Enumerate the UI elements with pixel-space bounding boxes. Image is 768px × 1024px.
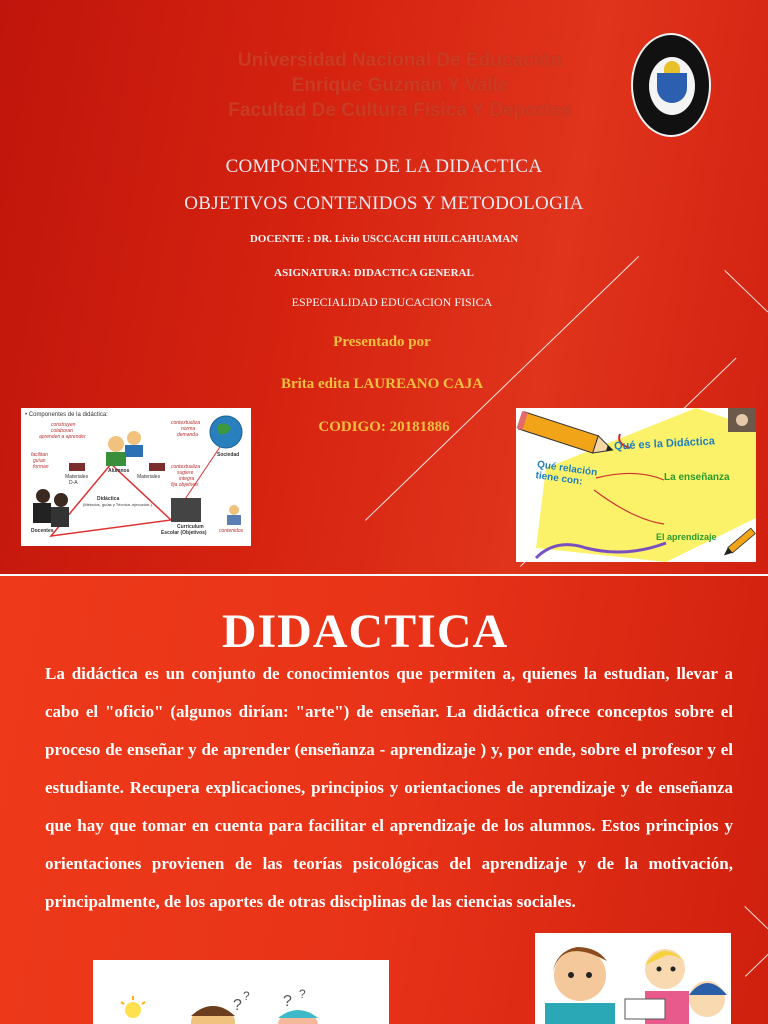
university-seal [631,33,711,137]
university-name: Universidad Nacional De Educación [237,50,563,71]
diagram-label: Materiales [137,474,161,480]
didactic-components-diagram [21,408,251,546]
diagram-label: (Métodos, guías y Técnica -ejecución-) [83,502,152,507]
student-name: Brita edita LAUREANO CAJA [280,376,484,392]
diagram-label: Materiales [65,474,89,480]
sun-icon [664,61,680,73]
decorative-line [745,941,768,976]
diagram-label: Docentes [31,528,54,534]
thinking-people-image [93,960,389,1024]
diagram-label: guían [33,458,46,464]
didactica-paragraph: La didáctica es un conjunto de conocimientos que permiten a, quienes la estudian, llevar a cabo el "oficio" (algunos dirían: "arte") de enseñar. La didáctica ofrece conceptos sobre el proceso de enseñar y de aprender (enseñanza - aprendizaje ) y, por ende, sobre el profesor y el estudiante. Recupera explicaciones, principios y orientaciones de aprendizaje y de enseñanza que hay que tomar en cuenta para facilitar el aprendizaje de los alumnos. Estos principios y orientaciones provienen de las teorías psicológicas del aprendizaje y de la motivación, principalmente, de los aportes de otras disciplinas de las ciencias sociales. [45,664,733,911]
svg-text:?: ? [243,989,250,1003]
diagram-label: colaboran [51,428,73,434]
diagram-label: Alumnos [108,468,130,474]
diagram-label: construyen [51,422,76,428]
didactica-title: DIDACTICA [221,605,509,658]
university-name-2: Enrique Guzmán Y Valle [291,75,509,96]
diagram-label: forman [33,464,49,470]
seal-emblem [649,57,695,115]
presentado-label: Presentado por [333,334,431,350]
diagram-label: norma [181,426,196,432]
svg-text:?: ? [299,987,306,1001]
answer-teaching: La enseñanza [664,472,730,483]
diagram-label: sugiere [177,470,194,476]
diagram-label: contextualiza [171,420,201,426]
diagram-heading: • Componentes de la didáctica: [25,412,108,418]
diagram-label: fija objetivos [171,482,199,488]
what-is-didactics-diagram [516,408,756,562]
diagram-label: Currículum [177,524,204,530]
student-code: CODIGO: 20181886 [318,419,450,435]
students-reading-image [535,933,731,1024]
diagram-label: D-A [69,480,78,486]
diagram-label: contextualiza [171,464,201,470]
thinking-people-svg [93,960,389,1024]
didactics-question-svg [516,408,756,562]
answer-learning: El aprendizaje [656,532,717,542]
asignatura-line: ASIGNATURA: DIDACTICA GENERAL [274,267,474,279]
diagram-label: aprenden a aprender [39,434,86,440]
svg-text:?: ? [233,997,242,1014]
diagram-label: Didáctica [97,496,120,502]
decorative-line [744,906,768,941]
question-what-is-text: Qué es la Didáctica [613,435,716,453]
diagram-label: Escolar (Objetivos) [161,530,207,536]
diagram-label: integra [179,476,195,482]
especialidad-line: ESPECIALIDAD EDUCACION FISICA [291,295,493,309]
university-header [150,48,650,123]
docente-line: DOCENTE : DR. Livio USCCACHI HUILCAHUAMAN [249,233,519,245]
svg-text:?: ? [283,993,292,1010]
question-relation: Qué relación tiene con: [534,459,598,488]
slide-title-2: OBJETIVOS CONTENIDOS Y METODOLOGIA [184,193,584,214]
shield-icon [657,73,687,103]
diagram-label: contenidos [219,528,244,534]
students-reading-svg [535,933,731,1024]
slide-title-1: COMPONENTES DE LA DIDACTICA [225,156,543,177]
diagram-label: Sociedad [217,452,240,458]
diagram-label: demanda [177,432,198,438]
faculty-name: Facultad De Cultura Física Y Deportes [228,100,572,121]
diagram-label: facilitan [31,452,48,458]
